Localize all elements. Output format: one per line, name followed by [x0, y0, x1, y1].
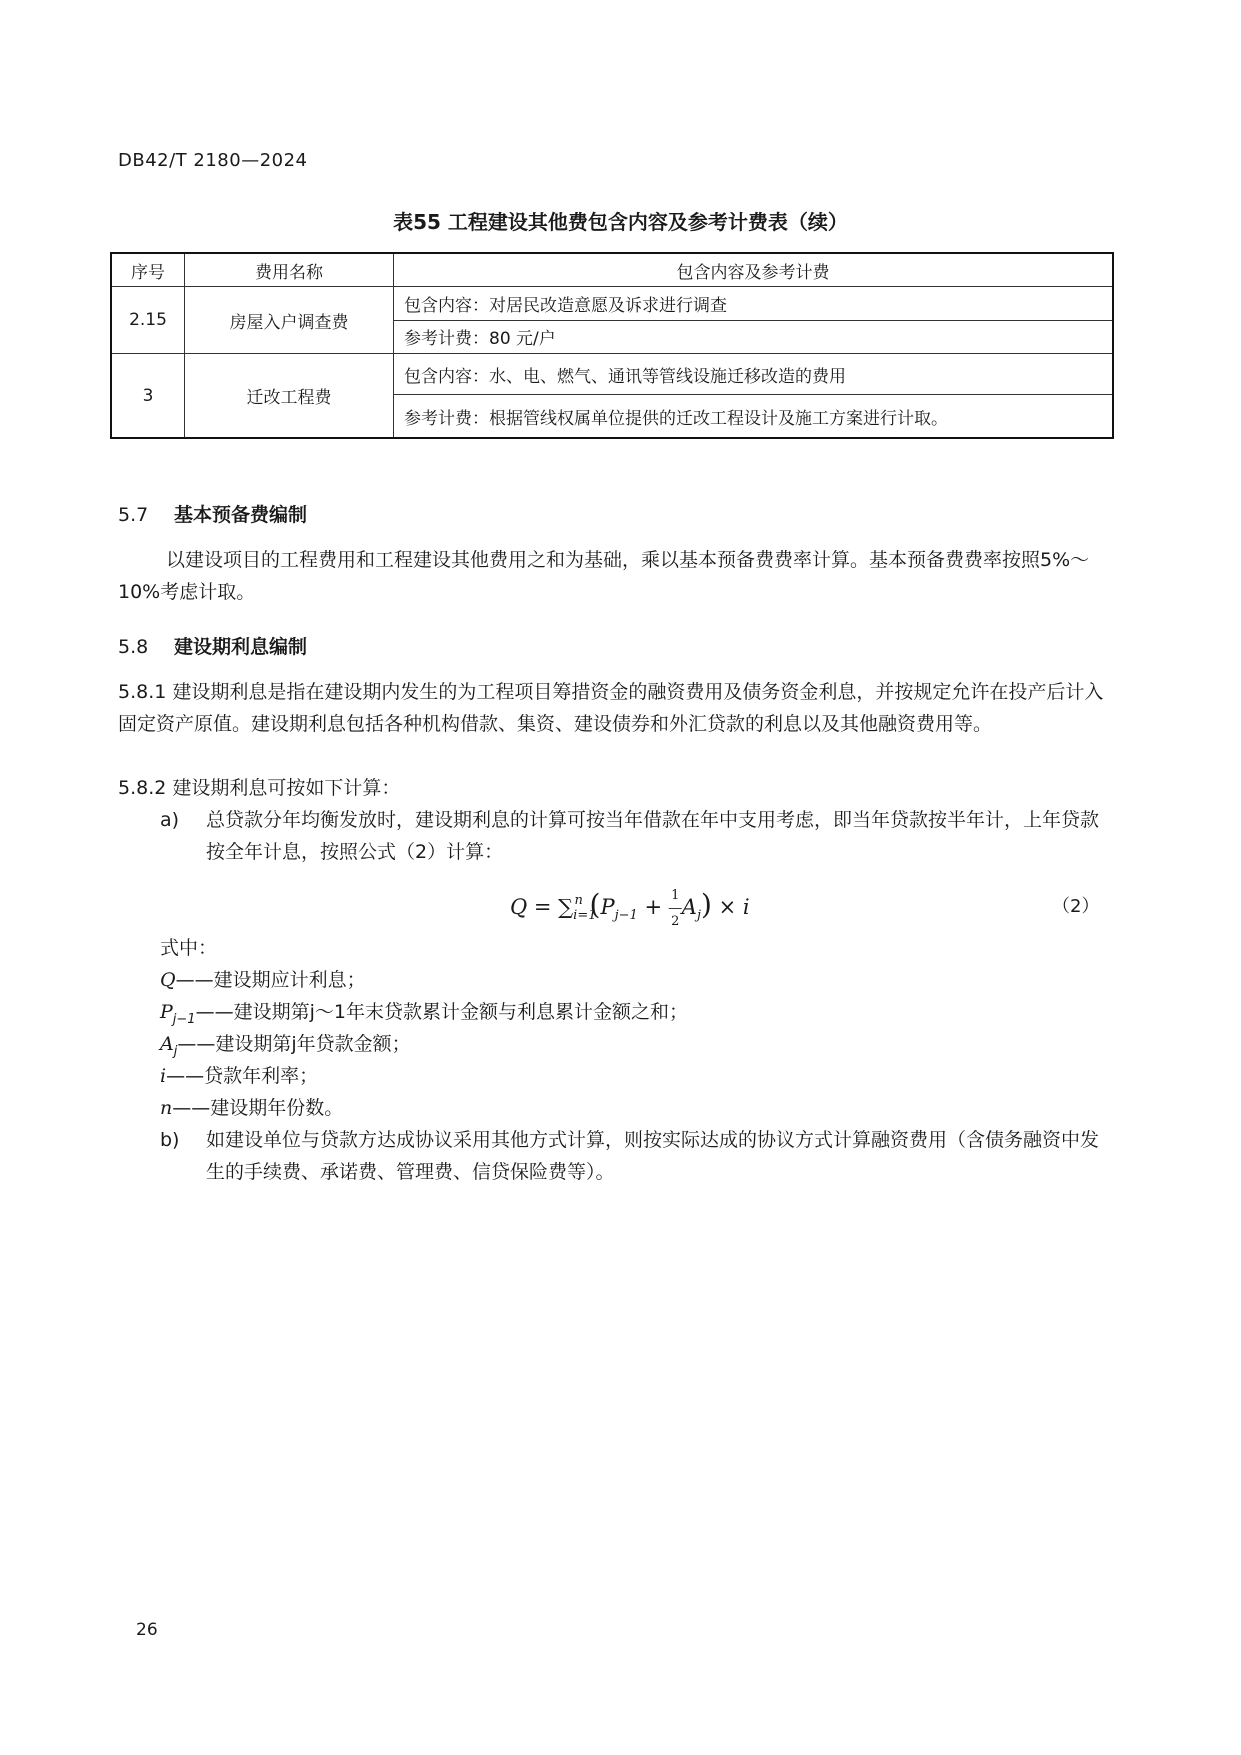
table-row	[111, 354, 1113, 395]
section-5-7-paragraph: 以建设项目的工程费用和工程建设其他费用之和为基础，乘以基本预备费费率计算。基本预备费费率按照5%～10%考虑计取。	[118, 549, 1090, 603]
row-name: 迁改工程费	[185, 354, 394, 439]
where-item-n	[160, 1092, 343, 1124]
list-item-text: 总贷款分年均衡发放时，建设期利息的计算可按当年借款在年中支用考虑，即当年贷款按半年计，上年贷款按全年计息，按照公式（2）计算：	[206, 809, 1100, 863]
symbol-subscript: j	[173, 1043, 178, 1059]
symbol-subscript: j−1	[172, 1011, 196, 1027]
row-seq: 3	[111, 354, 185, 439]
table-header-row	[111, 253, 1113, 287]
list-item-text: 如建设单位与贷款方达成协议采用其他方式计算，则按实际达成的协议方式计算融资费用（含债务融资中发生的手续费、承诺费、管理费、信贷保险费等）。	[206, 1129, 1100, 1183]
table-row	[111, 287, 1113, 321]
symbol: P	[160, 1001, 173, 1023]
clause-5-8-2: 5.8.2 建设期利息可按如下计算：	[118, 777, 401, 799]
section-number: 5.7	[118, 504, 149, 526]
where-item-i	[160, 1060, 318, 1092]
list-item-label: a)	[160, 809, 180, 831]
symbol: n	[160, 1097, 173, 1119]
interest-formula: $Q = \sum_{i=1}^n$ ($P_{j-1} + 1$ ― $2A_j) \times i$	[510, 888, 750, 929]
row-fee: 参考计费：根据管线权属单位提供的迁改工程设计及施工方案进行计取。	[394, 395, 1114, 439]
list-item-b	[160, 1124, 1110, 1188]
clause-5-8-1: 5.8.1 建设期利息是指在建设期内发生的为工程项目筹措资金的融资费用及债务资金利息，并按规定允许在投产后计入固定资产原值。建设期利息包括各种机构借款、集资、建设债券和外汇贷款的利息以及其他融资费用等。	[118, 681, 1104, 735]
header-content: 包含内容及参考计费	[394, 253, 1114, 287]
symbol-desc: ——建设期第j年贷款金额；	[177, 1033, 411, 1055]
table-title: 表55 工程建设其他费包含内容及参考计费表（续）	[393, 210, 848, 234]
equation-number: （2）	[1052, 896, 1100, 917]
header-seq: 序号	[111, 253, 185, 287]
row-content: 包含内容：水、电、燃气、通讯等管线设施迁移改造的费用	[394, 354, 1114, 395]
row-content: 包含内容：对居民改造意愿及诉求进行调查	[394, 287, 1114, 321]
document-id: DB42/T 2180—2024	[118, 150, 308, 171]
symbol: Q	[160, 969, 176, 991]
list-item-label: b)	[160, 1129, 180, 1151]
symbol: A	[160, 1033, 174, 1055]
symbol-desc: ——建设期第j～1年末贷款累计金额与利息累计金额之和；	[195, 1001, 688, 1023]
fee-table	[110, 252, 1114, 439]
list-item-a	[160, 804, 1110, 868]
section-heading-5-8	[118, 632, 1108, 659]
where-title: 式中：	[160, 937, 218, 959]
section-number: 5.8	[118, 636, 149, 658]
header-name: 费用名称	[185, 253, 394, 287]
symbol-desc: ——建设期年份数。	[172, 1097, 344, 1119]
section-heading-5-7	[118, 500, 1108, 527]
page-number: 26	[136, 1620, 158, 1640]
symbol-desc: ——建设期应计利息；	[175, 969, 366, 991]
symbol: i	[160, 1065, 167, 1087]
row-name: 房屋入户调查费	[185, 287, 394, 354]
section-title: 建设期利息编制	[174, 636, 308, 658]
where-item-q	[160, 964, 366, 996]
row-seq: 2.15	[111, 287, 185, 354]
row-fee: 参考计费：80 元/户	[394, 320, 1114, 354]
section-title: 基本预备费编制	[174, 504, 308, 526]
symbol-desc: ——贷款年利率；	[166, 1065, 319, 1087]
